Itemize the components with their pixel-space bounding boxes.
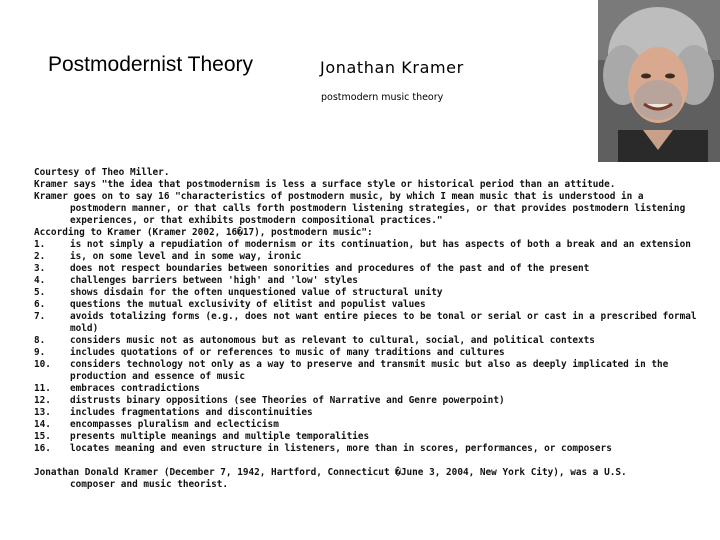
list-item	[34, 275, 714, 287]
list-item-line: mold)	[70, 323, 99, 334]
list-item-text	[70, 263, 714, 275]
list-item-line: encompasses pluralism and eclecticism	[70, 419, 279, 430]
list-item-text	[70, 395, 714, 407]
list-item-line: includes fragmentations and discontinuities	[70, 407, 313, 418]
list-item-text	[70, 407, 714, 419]
list-item-number: 4.	[34, 275, 46, 286]
list-item-number: 3.	[34, 263, 46, 274]
list-item-text	[70, 251, 714, 263]
list-item-line: considers music not as autonomous but as relevant to cultural, social, and political contexts	[70, 335, 595, 346]
list-item	[34, 335, 714, 347]
according-line: According to Kramer (Kramer 2002, 16�17), postmodern music":	[34, 227, 373, 238]
list-item-line: is, on some level and in some way, ironic	[70, 251, 302, 262]
list-item-number: 14.	[34, 419, 51, 430]
list-item-number: 1.	[34, 239, 46, 250]
list-item-number: 16.	[34, 443, 51, 454]
goes-on-line: Kramer goes on to say 16 "characteristics of postmodern music, by which I mean music that is understood in a	[34, 191, 644, 202]
list-item	[34, 251, 714, 263]
list-item-number: 15.	[34, 431, 51, 442]
list-item-number: 9.	[34, 347, 46, 358]
list-item	[34, 239, 714, 251]
document-body	[34, 167, 714, 491]
list-item-text	[70, 239, 714, 251]
list-item	[34, 347, 714, 359]
list-item-text	[70, 431, 714, 443]
courtesy-line: Courtesy of Theo Miller.	[34, 167, 170, 178]
author-photo	[598, 0, 720, 162]
quote-line: Kramer says "the idea that postmodernism is less a surface style or historical period than an attitude.	[34, 179, 616, 190]
list-item-line: does not respect boundaries between sonorities and procedures of the past and of the present	[70, 263, 590, 274]
list-item-number: 5.	[34, 287, 46, 298]
list-item-line: includes quotations of or references to music of many traditions and cultures	[70, 347, 505, 358]
list-item-text	[70, 275, 714, 287]
list-item-line: presents multiple meanings and multiple temporalities	[70, 431, 370, 442]
list-item-line: embraces contradictions	[70, 383, 200, 394]
list-item-line: questions the mutual exclusivity of elitist and populist values	[70, 299, 426, 310]
list-item-text	[70, 419, 714, 431]
list-item-text	[70, 299, 714, 311]
list-item-number: 6.	[34, 299, 46, 310]
list-item-number: 2.	[34, 251, 46, 262]
list-item-number: 8.	[34, 335, 46, 346]
list-item-line: challenges barriers between 'high' and 'low' styles	[70, 275, 358, 286]
footer-bio	[34, 467, 714, 491]
author-portrait-image	[598, 0, 720, 162]
goes-on-line: experiences, or that exhibits postmodern compositional practices."	[70, 215, 443, 226]
list-item-text	[70, 359, 714, 383]
list-item-line: distrusts binary oppositions (see Theories of Narrative and Genre powerpoint)	[70, 395, 505, 406]
list-item-line: considers technology not only as a way to preserve and transmit music but also as deeply implicated in the	[70, 359, 669, 370]
list-item	[34, 419, 714, 431]
author-name: Jonathan Kramer	[320, 58, 464, 77]
list-item-text	[70, 347, 714, 359]
list-item-text	[70, 311, 714, 335]
list-item	[34, 299, 714, 311]
list-item	[34, 311, 714, 335]
list-item-number: 13.	[34, 407, 51, 418]
characteristics-list	[34, 239, 714, 455]
list-item	[34, 263, 714, 275]
list-item	[34, 407, 714, 419]
list-item	[34, 359, 714, 383]
list-item-text	[70, 383, 714, 395]
list-item-line: is not simply a repudiation of modernism or its continuation, but has aspects of both a break and an extension	[70, 239, 691, 250]
list-item-text	[70, 443, 714, 455]
list-item	[34, 431, 714, 443]
list-item	[34, 383, 714, 395]
list-item-text	[70, 287, 714, 299]
footer-line: Jonathan Donald Kramer (December 7, 1942, Hartford, Connecticut �June 3, 2004, New York City), was a U.S.	[34, 467, 627, 478]
list-item	[34, 287, 714, 299]
list-item-number: 10.	[34, 359, 51, 370]
goes-on-line: postmodern manner, or that calls forth postmodern listening strategies, or that provides postmodern listening	[70, 203, 686, 214]
subtitle: postmodern music theory	[321, 92, 444, 103]
page-title: Postmodernist Theory	[48, 53, 254, 76]
list-item-number: 12.	[34, 395, 51, 406]
list-item	[34, 443, 714, 455]
list-item-line: avoids totalizing forms (e.g., does not want entire pieces to be tonal or serial or cast in a prescribed formal	[70, 311, 697, 322]
footer-line: composer and music theorist.	[70, 479, 229, 490]
list-item-line: production and essence of music	[70, 371, 245, 382]
list-item-text	[70, 335, 714, 347]
list-item-number: 7.	[34, 311, 46, 322]
list-item	[34, 395, 714, 407]
list-item-line: shows disdain for the often unquestioned value of structural unity	[70, 287, 443, 298]
list-item-number: 11.	[34, 383, 51, 394]
list-item-line: locates meaning and even structure in listeners, more than in scores, performances, or composers	[70, 443, 612, 454]
